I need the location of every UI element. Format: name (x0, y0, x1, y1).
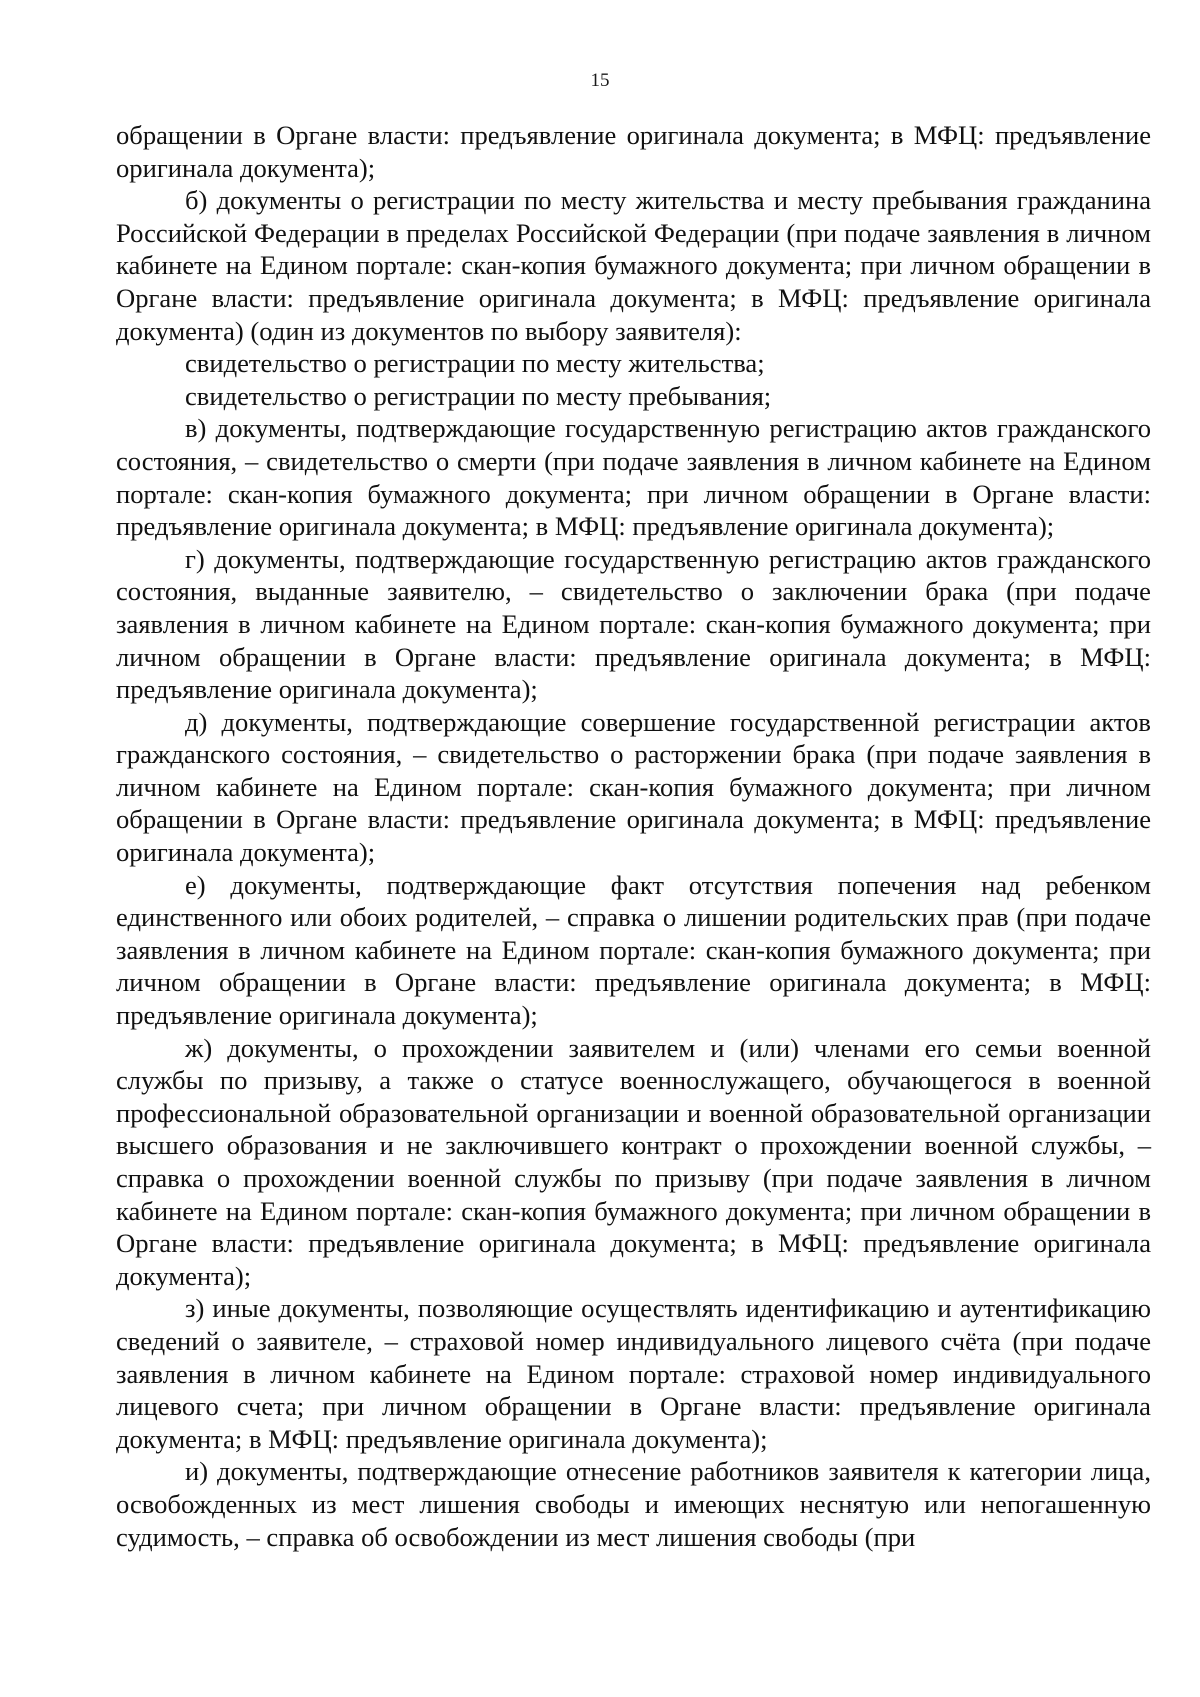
paragraph-continuation: обращении в Органе власти: предъявление оригинала документа; в МФЦ: предъявление оригинала документа); (116, 120, 1151, 183)
paragraph-subitem-residence: свидетельство о регистрации по месту жительства; (185, 348, 765, 379)
paragraph-item-e: е) документы, подтверждающие факт отсутствия попечения над ребенком единственного или обоих родителей, – справка о лишении родительских прав (при подаче заявления в личном кабинете на Едином портале: скан-копия бумажного документа; при личном обращении в Органе власти: предъявление оригинала документа; в МФЦ: предъявление оригинала документа); (116, 869, 1151, 1031)
document-body (116, 119, 1151, 1553)
paragraph-item-g: г) документы, подтверждающие государственную регистрацию актов гражданского состояния, выданные заявителю, – свидетельство о заключении брака (при подаче заявления в личном кабинете на Едином портале: скан-копия бумажного документа; при личном обращении в Органе власти: предъявление оригинала документа; в МФЦ: предъявление оригинала документа); (116, 543, 1151, 705)
paragraph-item-b: б) документы о регистрации по месту жительства и месту пребывания гражданина Российской Федерации в пределах Российской Федерации (при подаче заявления в личном кабинете на Едином портале: скан-копия бумажного документа; при личном обращении в Органе власти: предъявление оригинала документа; в МФЦ: предъявление оригинала документа) (один из документов по выбору заявителя): (116, 185, 1151, 346)
paragraph-item-v: в) документы, подтверждающие государственную регистрацию актов гражданского состояния, – свидетельство о смерти (при подаче заявления в личном кабинете на Едином портале: скан-копия бумажного документа; при личном обращении в Органе власти: предъявление оригинала документа; в МФЦ: предъявление оригинала документа); (116, 413, 1151, 542)
paragraph-subitem-stay: свидетельство о регистрации по месту пребывания; (185, 380, 772, 411)
paragraph-item-d: д) документы, подтверждающие совершение государственной регистрации актов гражданского состояния, – свидетельство о расторжении брака (при подаче заявления в личном кабинете на Едином портале: скан-копия бумажного документа; при личном обращении в Органе власти: предъявление оригинала документа; в МФЦ: предъявление оригинала документа); (116, 706, 1151, 868)
page-number: 15 (590, 70, 610, 91)
paragraph-item-i: и) документы, подтверждающие отнесение работников заявителя к категории лица, освобожденных из мест лишения свободы и имеющих неснятую или непогашенную судимость, – справка об освобождении из мест лишения свободы (при (116, 1456, 1151, 1552)
paragraph-item-zh: ж) документы, о прохождении заявителем и (или) членами его семьи военной службы по призыву, а также о статусе военнослужащего, обучающегося в военной профессиональной образовательной организации и военной образовательной организации высшего образования и не заключившего контракт о прохождении военной службы, – справка о прохождении военной службы по призыву (при подаче заявления в личном кабинете на Едином портале: скан-копия бумажного документа; при личном обращении в Органе власти: предъявление оригинала документа; в МФЦ: предъявление оригинала документа); (116, 1032, 1151, 1291)
paragraph-item-z: з) иные документы, позволяющие осуществлять идентификацию и аутентификацию сведений о заявителе, – страховой номер индивидуального лицевого счёта (при подаче заявления в личном кабинете на Едином портале: страховой номер индивидуального лицевого счета; при личном обращении в Органе власти: предъявление оригинала документа; в МФЦ: предъявление оригинала документа); (116, 1293, 1151, 1454)
